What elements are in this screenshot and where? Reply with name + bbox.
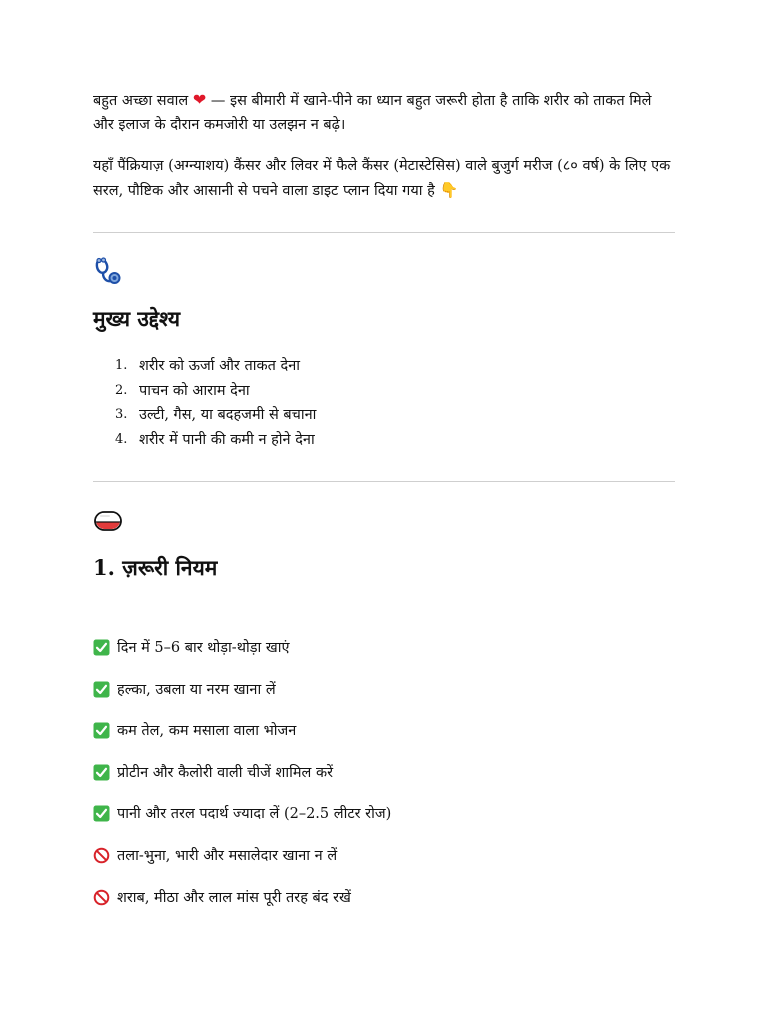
list-item-text: पाचन को आराम देना (139, 382, 250, 399)
list-item (93, 354, 316, 379)
list-number: 4. (115, 431, 128, 447)
list-item (93, 678, 391, 720)
divider (93, 232, 675, 233)
section-heading-rules: 1. ज़रूरी नियम (93, 555, 218, 580)
list-item (93, 719, 391, 761)
check-mark-icon (93, 722, 110, 739)
intro-text-before: बहुत अच्छा सवाल (93, 93, 189, 109)
list-item (93, 761, 391, 803)
list-item-text: शराब, मीठा और लाल मांस पूरी तरह बंद रखें (117, 889, 351, 906)
intro-paragraph-2 (93, 154, 675, 203)
list-number: 2. (115, 382, 128, 398)
section-heading-goals: मुख्य उद्देश्य (93, 306, 181, 331)
list-item-text: शरीर को ऊर्जा और ताकत देना (139, 358, 300, 374)
heart-icon: ❤ (192, 90, 207, 109)
prohibited-icon (93, 847, 110, 864)
check-mark-icon (93, 805, 110, 822)
pointing-down-icon: 👇 (439, 181, 459, 199)
list-item (93, 844, 391, 886)
list-item-text: कम तेल, कम मसाला वाला भोजन (117, 723, 297, 740)
divider (93, 481, 675, 482)
list-item-text: शरीर में पानी की कमी न होने देना (139, 431, 315, 448)
list-item-text: पानी और तरल पदार्थ ज्यादा लें (2–2.5 लीटर रोज) (117, 806, 392, 823)
list-item (93, 379, 316, 404)
intro-text-after: — इस बीमारी में खाने-पीने का ध्यान बहुत जरूरी होता है ताकि शरीर को ताकत मिले और इलाज के दौरान कमजोरी या उलझन न बढ़े। (93, 93, 652, 133)
list-item-text: तला-भुना, भारी और मसालेदार खाना न लें (117, 847, 338, 864)
list-item (93, 802, 391, 844)
prohibited-icon (93, 889, 110, 906)
list-item (93, 636, 391, 678)
pill-icon (93, 506, 123, 536)
list-item (93, 428, 316, 453)
check-mark-icon (93, 681, 110, 698)
intro-text-2: यहाँ पैंक्रियाज़ (अग्न्याशय) कैंसर और लिवर में फैले कैंसर (मेटास्टेसिस) वाले बुजुर्ग मरीज (८० वर्ष) के लिए एक सरल, पौष्टिक और आसानी से पचने वाला डाइट प्लान दिया गया है (93, 158, 671, 199)
list-number: 1. (115, 358, 128, 373)
check-mark-icon (93, 764, 110, 781)
check-mark-icon (93, 639, 110, 656)
list-item-text: हल्का, उबला या नरम खाना लें (117, 681, 276, 698)
intro-paragraph-1 (93, 88, 675, 137)
goals-list (93, 354, 316, 452)
list-item (93, 403, 316, 428)
rules-list (93, 636, 391, 927)
list-number: 3. (115, 407, 128, 422)
list-item-text: दिन में 5–6 बार थोड़ा-थोड़ा खाएं (117, 640, 290, 656)
list-item-text: प्रोटीन और कैलोरी वाली चीजें शामिल करें (117, 764, 334, 781)
list-item (93, 886, 391, 928)
list-item-text: उल्टी, गैस, या बदहजमी से बचाना (139, 407, 317, 423)
stethoscope-icon (93, 256, 123, 286)
